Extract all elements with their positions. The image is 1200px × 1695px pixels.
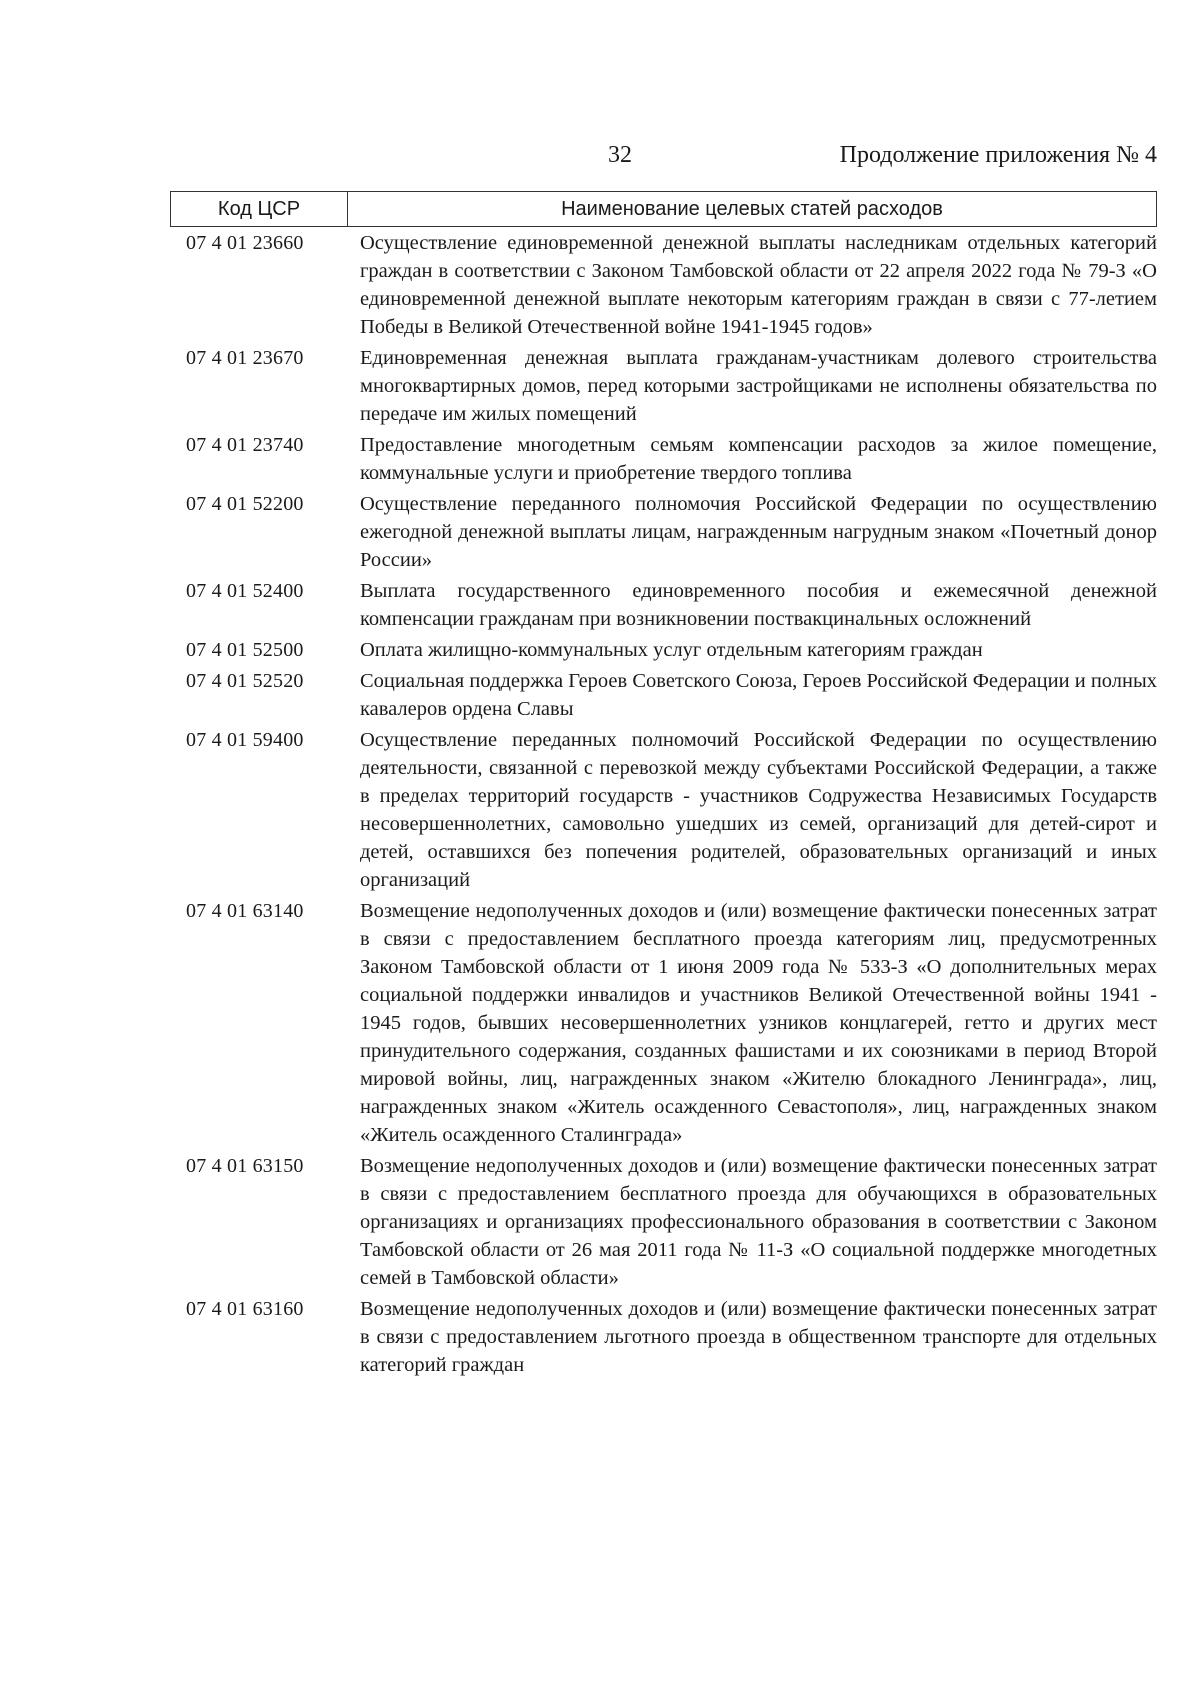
row-code: 07 4 01 52520 [186,670,304,692]
page-header [0,142,1200,178]
code-cell [162,636,338,664]
table-body [170,229,1157,1379]
table-row [170,636,1157,664]
row-name: Осуществление переданного полномочия Российской Федерации по осуществлению ежегодной денежной выплаты лицам, награжденным нагрудным знаком «Почетный донор России» [360,493,1157,571]
row-code: 07 4 01 63160 [186,1298,304,1320]
table-row [170,667,1157,723]
row-code: 07 4 01 63140 [186,900,304,922]
table-row [170,229,1157,341]
row-code: 07 4 01 52500 [186,639,304,661]
code-cell [162,1152,338,1292]
table-header [170,191,1157,227]
code-cell [162,577,338,633]
row-name: Возмещение недополученных доходов и (или) возмещение фактически понесенных затрат в связи с предоставлением бесплатного проезда категориям лиц, предусмотренных Законом Тамбовской области от 1 июня 2009 года № 533-З «О дополнительных мерах социальной поддержки инвалидов и участников Великой Отечественной войны 1941 - 1945 годов, бывших несовершеннолетних узников концлагерей, гетто и других мест принудительного содержания, созданных фашистами и их союзниками в период Второй мировой войны, лиц, награжденных знаком «Жителю блокадного Ленинграда», лиц, награжденных знаком «Житель осажденного Севастополя», лиц, награжденных знаком «Житель осажденного Сталинграда» [360,900,1157,1146]
code-cell [162,490,338,574]
code-cell [162,726,338,894]
table-row [170,577,1157,633]
row-code: 07 4 01 23660 [186,232,304,254]
row-name: Возмещение недополученных доходов и (или) возмещение фактически понесенных затрат в связи с предоставлением бесплатного проезда для обучающихся в образовательных организациях и организациях профессионального образования в соответствии с Законом Тамбовской области от 26 мая 2011 года № 11-З «О социальной поддержке многодетных семей в Тамбовской области» [360,1155,1157,1289]
row-code: 07 4 01 59400 [186,729,304,751]
row-name: Оплата жилищно-коммунальных услуг отдельным категориям граждан [360,639,983,661]
page-number: 32 [608,142,632,168]
row-code: 07 4 01 23740 [186,434,304,456]
budget-codes-table [170,191,1157,1382]
table-row [170,490,1157,574]
table-row [170,431,1157,487]
row-code: 07 4 01 52400 [186,580,304,602]
row-name: Выплата государственного единовременного пособия и ежемесячной денежной компенсации гражданам при возникновении поствакцинальных осложнений [360,580,1157,630]
row-name: Единовременная денежная выплата гражданам-участникам долевого строительства многоквартирных домов, перед которыми застройщиками не исполнены обязательства по передаче им жилых помещений [360,347,1157,425]
table-row [170,897,1157,1149]
table-row [170,344,1157,428]
code-cell [162,229,338,341]
code-cell [162,431,338,487]
table-row [170,1152,1157,1292]
row-name: Осуществление переданных полномочий Российской Федерации по осуществлению деятельности, связанной с перевозкой между субъектами Российской Федерации, а также в пределах территорий государств - участников Содружества Независимых Государств несовершеннолетних, самовольно ушедших из семей, организаций для детей-сирот и детей, оставшихся без попечения родителей, образовательных организаций и иных организаций [360,729,1157,891]
row-code: 07 4 01 52200 [186,493,304,515]
table-row [170,726,1157,894]
code-cell [162,897,338,1149]
appendix-continuation-title: Продолжение приложения № 4 [839,142,1157,168]
row-name: Возмещение недополученных доходов и (или) возмещение фактически понесенных затрат в связи с предоставлением льготного проезда в общественном транспорте для отдельных категорий граждан [360,1298,1157,1376]
row-name: Предоставление многодетным семьям компенсации расходов за жилое помещение, коммунальные услуги и приобретение твердого топлива [360,434,1157,484]
row-code: 07 4 01 63150 [186,1155,304,1177]
row-code: 07 4 01 23670 [186,347,304,369]
code-cell [162,344,338,428]
code-cell [162,667,338,723]
column-header-name: Наименование целевых статей расходов [561,198,943,220]
code-cell [162,1295,338,1379]
column-header-code: Код ЦСР [171,192,348,226]
row-name: Осуществление единовременной денежной выплаты наследникам отдельных категорий граждан в соответствии с Законом Тамбовской области от 22 апреля 2022 года № 79-З «О единовременной денежной выплате некоторым категориям граждан в связи с 77-летием Победы в Великой Отечественной войне 1941-1945 годов» [360,232,1157,338]
table-row [170,1295,1157,1379]
row-name: Социальная поддержка Героев Советского Союза, Героев Российской Федерации и полных кавалеров ордена Славы [360,670,1157,720]
